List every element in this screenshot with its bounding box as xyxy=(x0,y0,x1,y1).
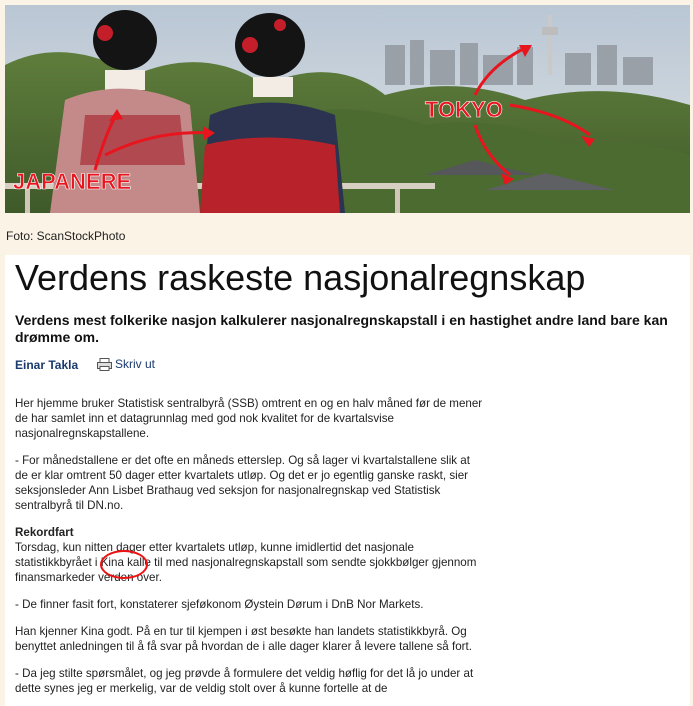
article xyxy=(5,255,690,706)
author-link[interactable]: Einar Takla xyxy=(15,358,79,372)
article-body xyxy=(15,396,485,706)
paragraph-rekordfart xyxy=(15,525,485,585)
article-lead: Verdens mest folkerike nasjon kalkulerer nasjonalregnskapstall i en hastighet andre land bare kan drømme om. xyxy=(15,312,668,345)
paragraph-2: - For månedstallene er det ofte en måneds etterslep. Og så lager vi kvartalstallene slik at de er klar omtrent 50 dager etter kvartalets utløp. Og det er jo egentlig ganske raskt, sier seksjonsleder Ann Lisbet Brathaug ved seksjon for nasjonalregnskap ved Statistisk sentralbyrå til DN.no. xyxy=(15,454,470,512)
rekordfart-text: Torsdag, kun nitten dager etter kvartalets utløp, kunne imidlertid det nasjonale statistikkbyrået i Kina kalle til med nasjonalregnskapstall som sendte sjokkbølger gjennom finansmarkeder verden over. xyxy=(15,541,477,584)
paragraph-4: - De finner fasit fort, konstaterer sjeføkonom Øystein Dørum i DnB Nor Markets. xyxy=(15,598,424,611)
geisha-tokyo-illustration xyxy=(5,5,690,213)
photo-caption: Foto: ScanStockPhoto xyxy=(6,229,126,243)
paragraph-1: Her hjemme bruker Statistisk sentralbyrå (SSB) omtrent en og en halv måned før de mener de har samlet inn et datagrunnlag med god nok kvalitet for de kvartalsvise nasjonalregnskapstallene. xyxy=(15,397,483,440)
subhead-rekordfart: Rekordfart xyxy=(15,526,74,539)
article-headline: Verdens raskeste nasjonalregnskap xyxy=(15,257,586,298)
print-label: Skriv ut xyxy=(115,357,156,371)
printer-icon xyxy=(97,358,112,371)
paragraph-5: Han kjenner Kina godt. På en tur til kjempen i øst besøkte han landets statistikkbyrå. Og benyttet anledningen til å få svar på hvordan de i alle dager klarer å levere tallene så fort. xyxy=(15,625,472,653)
japanere-label: JAPANERE xyxy=(13,169,132,194)
paragraph-6: - Da jeg stilte spørsmålet, og jeg prøvde å formulere det veldig høflig for det lå jo under at dette synes jeg er merkelig, var de veldig stolt over å kunne fortelle at de xyxy=(15,667,474,695)
hero-photo xyxy=(5,5,690,213)
tokyo-label: TOKYO xyxy=(425,97,503,122)
print-button[interactable] xyxy=(97,357,155,371)
